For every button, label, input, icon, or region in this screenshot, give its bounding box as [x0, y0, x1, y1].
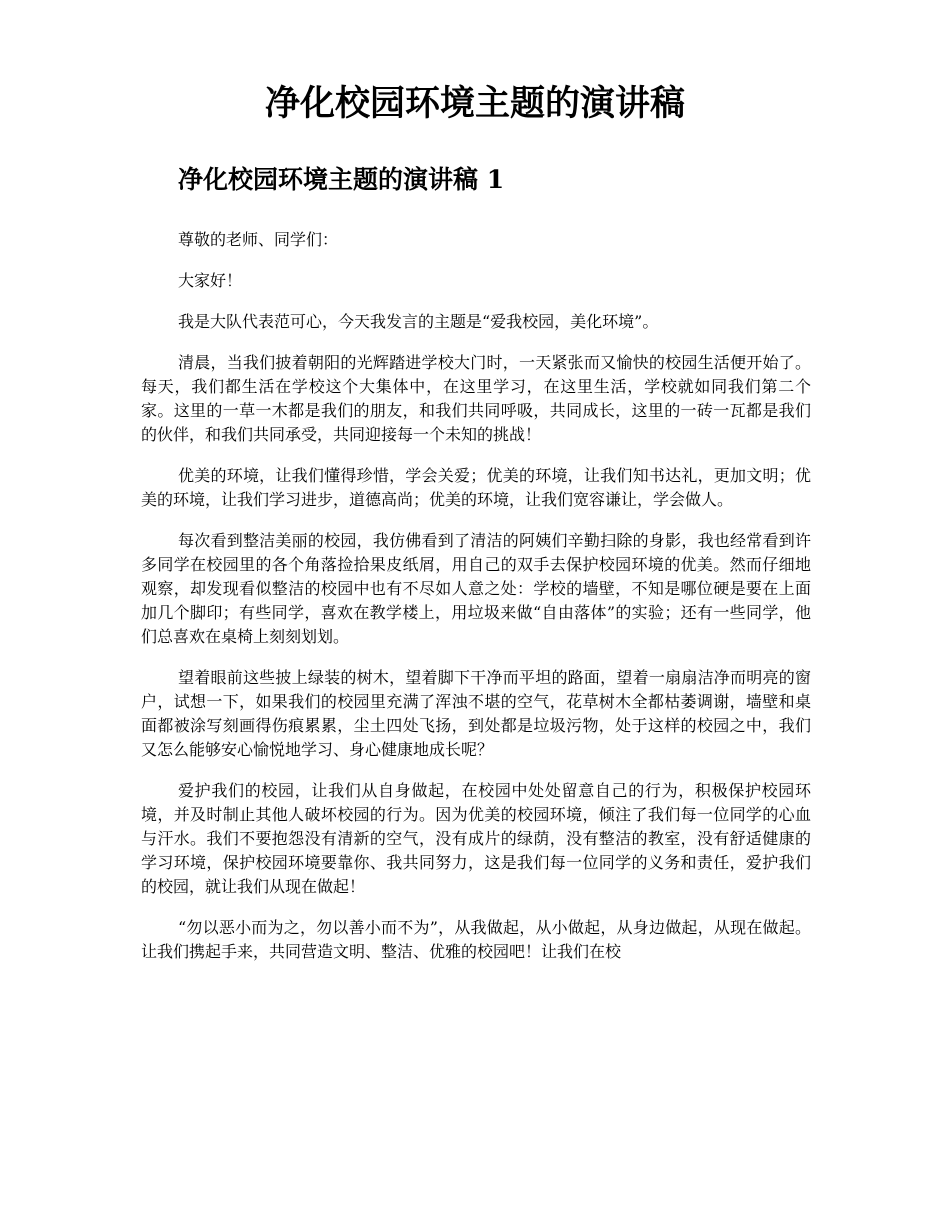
- paragraph-hello: 大家好！: [178, 271, 243, 290]
- paragraph: 优美的环境，让我们懂得珍惜，学会关爱；优美的环境，让我们知书达礼，更加文明；优美的环境，让我们学习进步，道德高尚；优美的环境，让我们宽容谦让，学会做人。: [141, 466, 811, 509]
- paragraph-intro: 我是大队代表范可心，今天我发言的主题是“爱我校园，美化环境”。: [178, 312, 659, 331]
- document-body: [141, 228, 811, 981]
- paragraph-greeting: 尊敬的老师、同学们：: [178, 230, 339, 249]
- paragraph: “勿以恶小而为之，勿以善小而不为”，从我做起，从小做起，从身边做起，从现在做起。让我们携起手来，共同营造文明、整洁、优雅的校园吧！让我们在校: [141, 918, 811, 961]
- paragraph: 爱护我们的校园，让我们从自身做起，在校园中处处留意自己的行为，积极保护校园环境，并及时制止其他人破坏校园的行为。因为优美的校园环境，倾注了我们每一位同学的心血与汗水。我们不要抱怨没有清新的空气，没有成片的绿荫，没有整洁的教室，没有舒适健康的学习环境，保护校园环境要靠你、我共同努力，这是我们每一位同学的义务和责任，爱护我们的校园，就让我们从现在做起！: [141, 781, 811, 896]
- document-title: 净化校园环境主题的演讲稿: [264, 83, 685, 124]
- paragraph: 每次看到整洁美丽的校园，我仿佛看到了清洁的阿姨们辛勤扫除的身影，我也经常看到许多同学在校园里的各个角落捡拾果皮纸屑，用自己的双手去保护校园环境的优美。然而仔细地观察，却发现看似整洁的校园中也有不尽如人意之处：学校的墙壁，不知是哪位硬是要在上面加几个脚印；有些同学，喜欢在教学楼上，用垃圾来做“自由落体”的实验；还有一些同学，他们总喜欢在桌椅上刻刻划划。: [141, 531, 811, 646]
- section-heading: 净化校园环境主题的演讲稿 1: [178, 165, 505, 194]
- paragraph: 望着眼前这些披上绿装的树木，望着脚下干净而平坦的路面，望着一扇扇洁净而明亮的窗户，试想一下，如果我们的校园里充满了浑浊不堪的空气，花草树木全都枯萎调谢，墙壁和桌面都被涂写刻画得伤痕累累，尘土四处飞扬，到处都是垃圾污物，处于这样的校园之中，我们又怎么能够安心愉悦地学习、身心健康地成长呢？: [141, 668, 811, 759]
- paragraph: 清晨，当我们披着朝阳的光辉踏进学校大门时，一天紧张而又愉快的校园生活便开始了。每天，我们都生活在学校这个大集体中，在这里学习，在这里生活，学校就如同我们第二个家。这里的一草一木都是我们的朋友，和我们共同呼吸，共同成长，这里的一砖一瓦都是我们的伙伴，和我们共同承受，共同迎接每一个未知的挑战！: [141, 353, 811, 444]
